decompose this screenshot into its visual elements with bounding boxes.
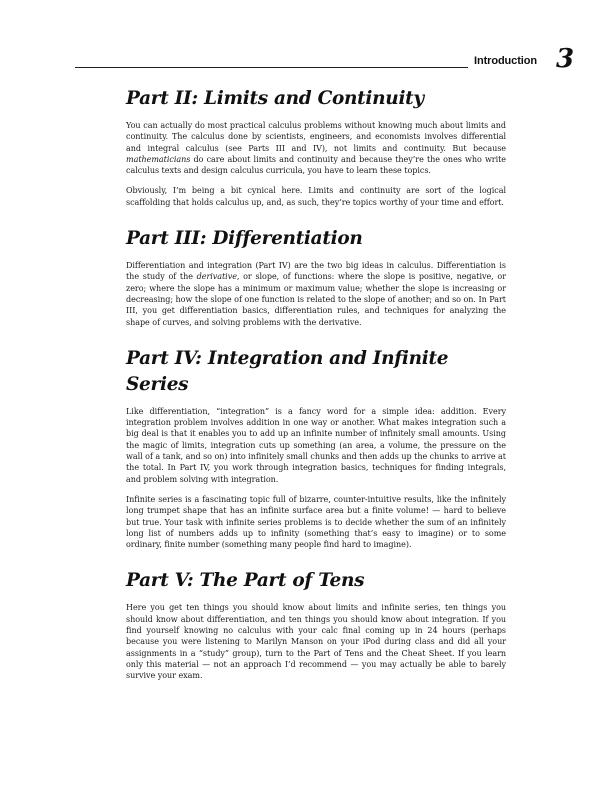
paragraph xyxy=(126,260,506,328)
paragraph xyxy=(126,185,506,208)
paragraph-text: Infinite series is a fascinating topic full of bizarre, counter-intuitive results, like the infinitely long trumpet shape that has an infinite surface area but a finite volume! — hard to believe but true. Your task with infinite series problems is to decide whether the sum of an infinitely long list of numbers adds up to infinity (something that’s easy to imagine) or to some ordinary, finite number (something many people find hard to imagine). xyxy=(126,494,506,550)
section-part-v xyxy=(126,568,506,681)
page-number: 3 xyxy=(556,44,575,74)
paragraph-text: Like differentiation, “integration” is a fancy word for a simple idea: addition. Every integration problem involves addition in one way or another. What makes integration such a big deal is that it enables you to add up an infinite number of infinitely small amounts. Using the magic of limits, integration cuts up something (an area, a volume, the pressure on the wall of a tank, and so on) into infinitely small chunks and then adds up the chunks to arrive at the total. In Part IV, you work through integration basics, techniques for finding integrals, and problem solving with integration. xyxy=(126,406,506,484)
section-heading: Part II: Limits and Continuity xyxy=(126,88,424,109)
section-part-ii xyxy=(126,86,506,208)
section-heading: Part III: Differentiation xyxy=(126,228,363,250)
paragraph xyxy=(126,602,506,681)
section-part-iii xyxy=(126,226,506,328)
emphasis-text: derivative xyxy=(196,272,237,282)
section-heading: Part V: The Part of Tens xyxy=(126,570,365,592)
paragraph-text: , or slope, of functions: where the slope is positive, negative, or zero; where the slope has a minimum or maximum value; whether the slope is increasing or decreasing; how the slope of one function is related to the slope of another; and so on. In Part III, you get differentiation basics, differentiation rules, and techniques for analyzing the shape of curves, and solving problems with the derivative. xyxy=(126,272,506,327)
section-part-iv xyxy=(126,346,506,551)
paragraph xyxy=(126,120,506,176)
paragraph-text: You can actually do most practical calculus problems without knowing much about limits and continuity. The calculus done by scientists, engineers, and economists involves differential and integral calculus (see Parts III and IV), not limits and continuity. But because xyxy=(126,121,506,153)
paragraph-text: Obviously, I’m being a bit cynical here. Limits and continuity are sort of the logical scaffolding that holds calculus up, and, as such, they’re topics worthy of your time and effort. xyxy=(126,186,506,207)
section-heading: Part IV: Integration and Infinite Series xyxy=(126,347,449,395)
header-rule xyxy=(75,67,468,68)
paragraph xyxy=(126,406,506,485)
running-head: Introduction xyxy=(474,55,537,67)
emphasis-text: mathematicians xyxy=(126,154,191,164)
paragraph-text: Here you get ten things you should know about limits and infinite series, ten things you should know about differentiation, and ten things you should know about integration. If you find yourself knowing no calculus with your calc final coming up in 24 hours (perhaps because you were listening to Marilyn Manson on your iPod during class and did all your assignments in a “study” group), turn to the Part of Tens and the Cheat Sheet. If you learn only this material — not an approach I’d recommend — you may actually be able to barely survive your exam. xyxy=(126,603,506,681)
paragraph-text: Differentiation and integration (Part IV) are the two big ideas in calculus. Differentiation is the study of the xyxy=(126,261,506,282)
paragraph xyxy=(126,494,506,550)
page-body xyxy=(126,86,506,682)
paragraph-text: do care about limits and continuity and because they’re the ones who write calculus texts and design calculus curricula, you have to learn these topics. xyxy=(126,154,506,176)
